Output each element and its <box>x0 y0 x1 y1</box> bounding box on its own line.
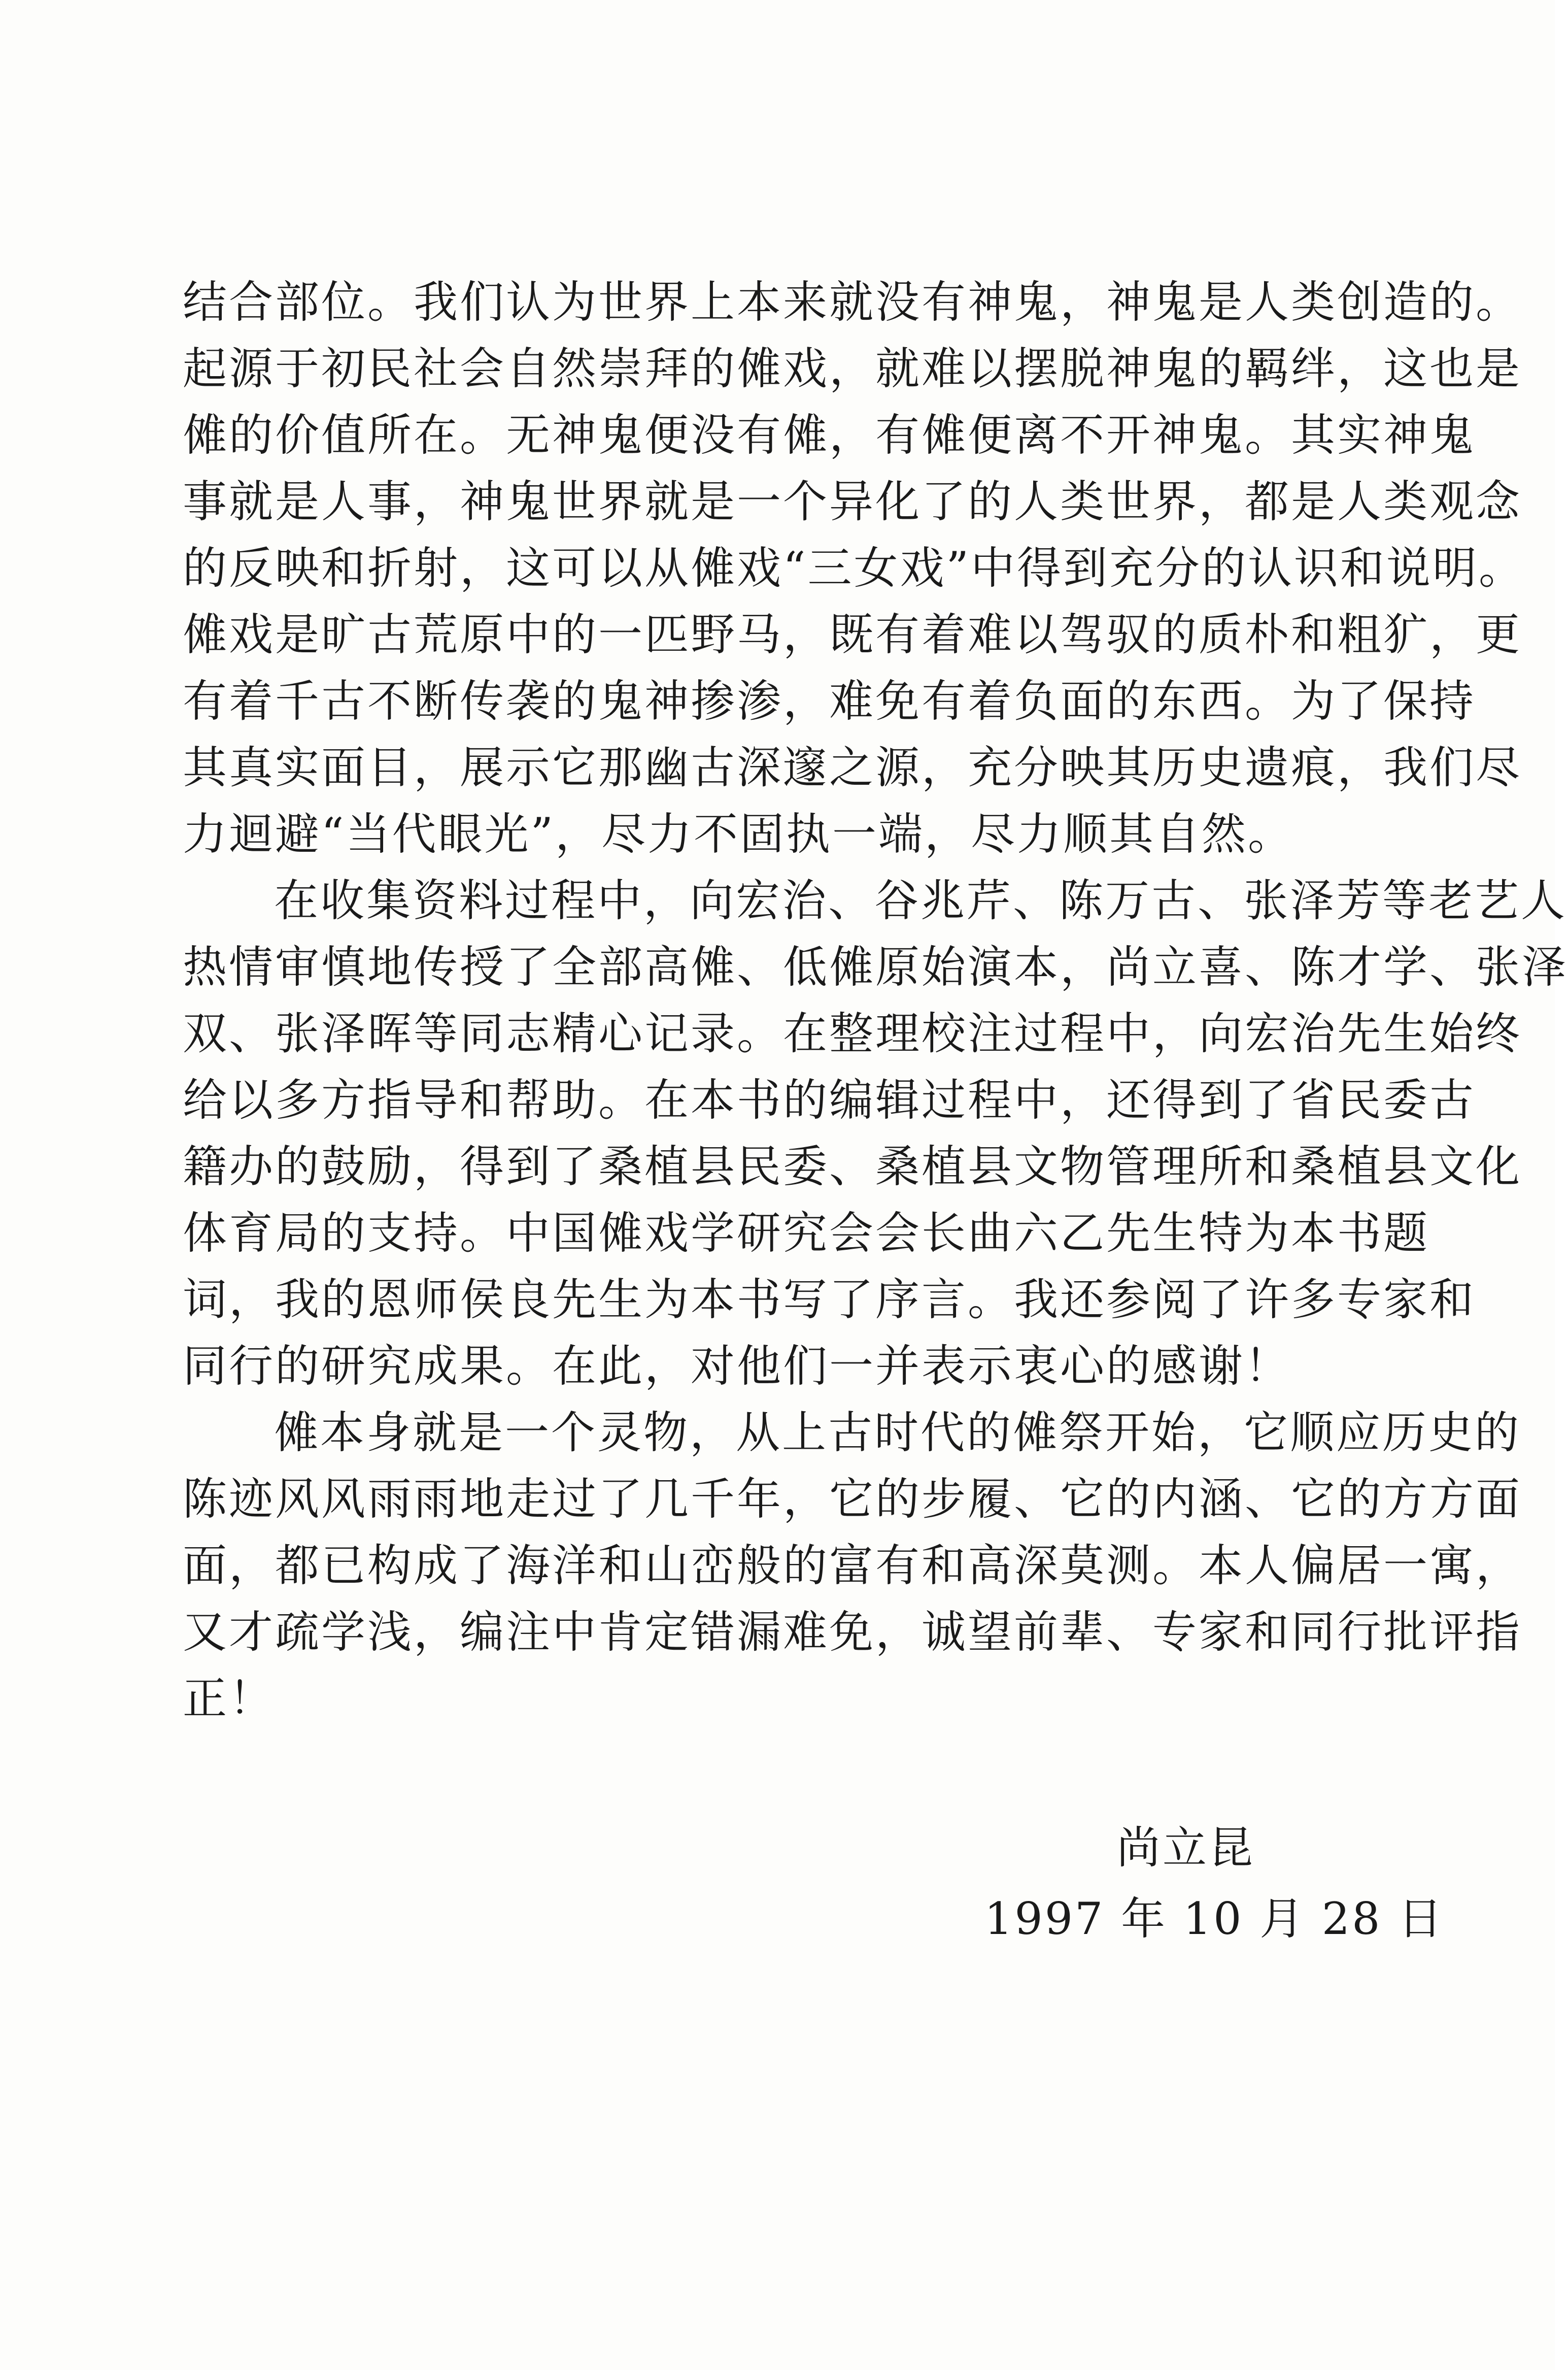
text-line: 热情审慎地传授了全部高傩、低傩原始演本，尚立喜、陈才学、张泽 <box>183 941 1568 993</box>
text-line: 又才疏学浅，编注中肯定错漏难免，诚望前辈、专家和同行批评指 <box>183 1606 1522 1658</box>
text-line: 正！ <box>183 1673 275 1724</box>
text-line: 双、张泽晖等同志精心记录。在整理校注过程中，向宏治先生始终 <box>183 1008 1522 1059</box>
author-signature: 尚立昆 <box>1116 1822 1255 1874</box>
text-line: 陈迹风风雨雨地走过了几千年，它的步履、它的内涵、它的方方面 <box>183 1473 1522 1525</box>
text-line: 在收集资料过程中，向宏治、谷兆芹、陈万古、张泽芳等老艺人 <box>274 875 1567 926</box>
text-line: 起源于初民社会自然崇拜的傩戏，就难以摆脱神鬼的羁绊，这也是 <box>183 343 1522 394</box>
text-line: 体育局的支持。中国傩戏学研究会会长曲六乙先生特为本书题 <box>183 1207 1429 1259</box>
text-line: 同行的研究成果。在此，对他们一并表示衷心的感谢！ <box>183 1340 1291 1392</box>
text-line: 给以多方指导和帮助。在本书的编辑过程中，还得到了省民委古 <box>183 1074 1476 1126</box>
text-line: 傩戏是旷古荒原中的一匹野马，既有着难以驾驭的质朴和粗犷，更 <box>183 609 1522 660</box>
text-line: 面，都已构成了海洋和山峦般的富有和高深莫测。本人偏居一寓， <box>183 1540 1522 1591</box>
text-line: 傩本身就是一个灵物，从上古时代的傩祭开始，它顺应历史的 <box>274 1407 1521 1458</box>
signature-date: 1997 年 10 月 28 日 <box>984 1893 1445 1945</box>
text-line: 有着千古不断传袭的鬼神掺渗，难免有着负面的东西。为了保持 <box>183 675 1476 727</box>
text-line: 其真实面目，展示它那幽古深邃之源，充分映其历史遗痕，我们尽 <box>183 742 1522 793</box>
text-line: 结合部位。我们认为世界上本来就没有神鬼，神鬼是人类创造的。 <box>183 276 1522 328</box>
text-line: 事就是人事，神鬼世界就是一个异化了的人类世界，都是人类观念 <box>183 476 1522 527</box>
text-line: 傩的价值所在。无神鬼便没有傩，有傩便离不开神鬼。其实神鬼 <box>183 409 1476 461</box>
body-text <box>183 269 1568 1732</box>
text-line: 词，我的恩师侯良先生为本书写了序言。我还参阅了许多专家和 <box>183 1274 1476 1325</box>
text-line: 力迴避“当代眼光”，尽力不固执一端，尽力顺其自然。 <box>183 808 1294 860</box>
text-line: 的反映和折射，这可以从傩戏“三女戏”中得到充分的认识和说明。 <box>183 542 1525 594</box>
text-line: 籍办的鼓励，得到了桑植县民委、桑植县文物管理所和桑植县文化 <box>183 1141 1522 1192</box>
